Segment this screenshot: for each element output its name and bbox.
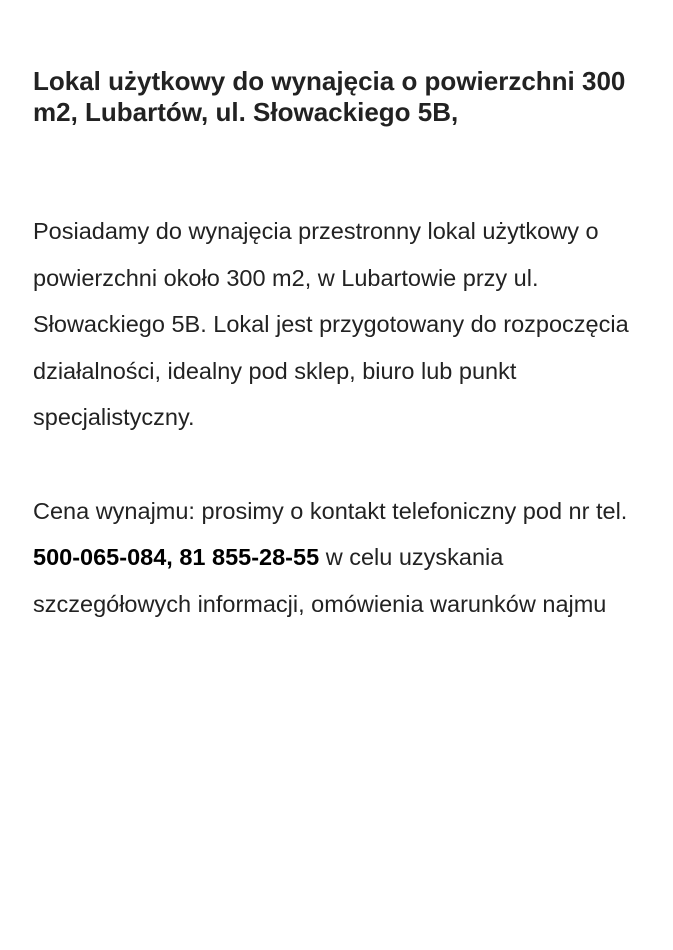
- listing-title: Lokal użytkowy do wynajęcia o powierzchni 300 m2, Lubartów, ul. Słowackiego 5B,: [33, 66, 626, 127]
- price-text-before: Cena wynajmu: prosimy o kontakt telefoniczny pod nr tel.: [33, 497, 628, 524]
- price-info: [33, 488, 648, 628]
- listing-description: Posiadamy do wynajęcia przestronny lokal użytkowy o powierzchni około 300 m2, w Lubartowie przy ul. Słowackiego 5B. Lokal jest przygotowany do rozpoczęcia działalności, idealny pod sklep, biuro lub punkt specjalistyczny.: [33, 218, 629, 430]
- phone-numbers: 500-065-084, 81 855-28-55: [33, 544, 320, 570]
- price-text-after: w celu uzyskania szczegółowych informacji, omówienia warunków najmu: [33, 544, 607, 617]
- listing-content: [33, 0, 648, 627]
